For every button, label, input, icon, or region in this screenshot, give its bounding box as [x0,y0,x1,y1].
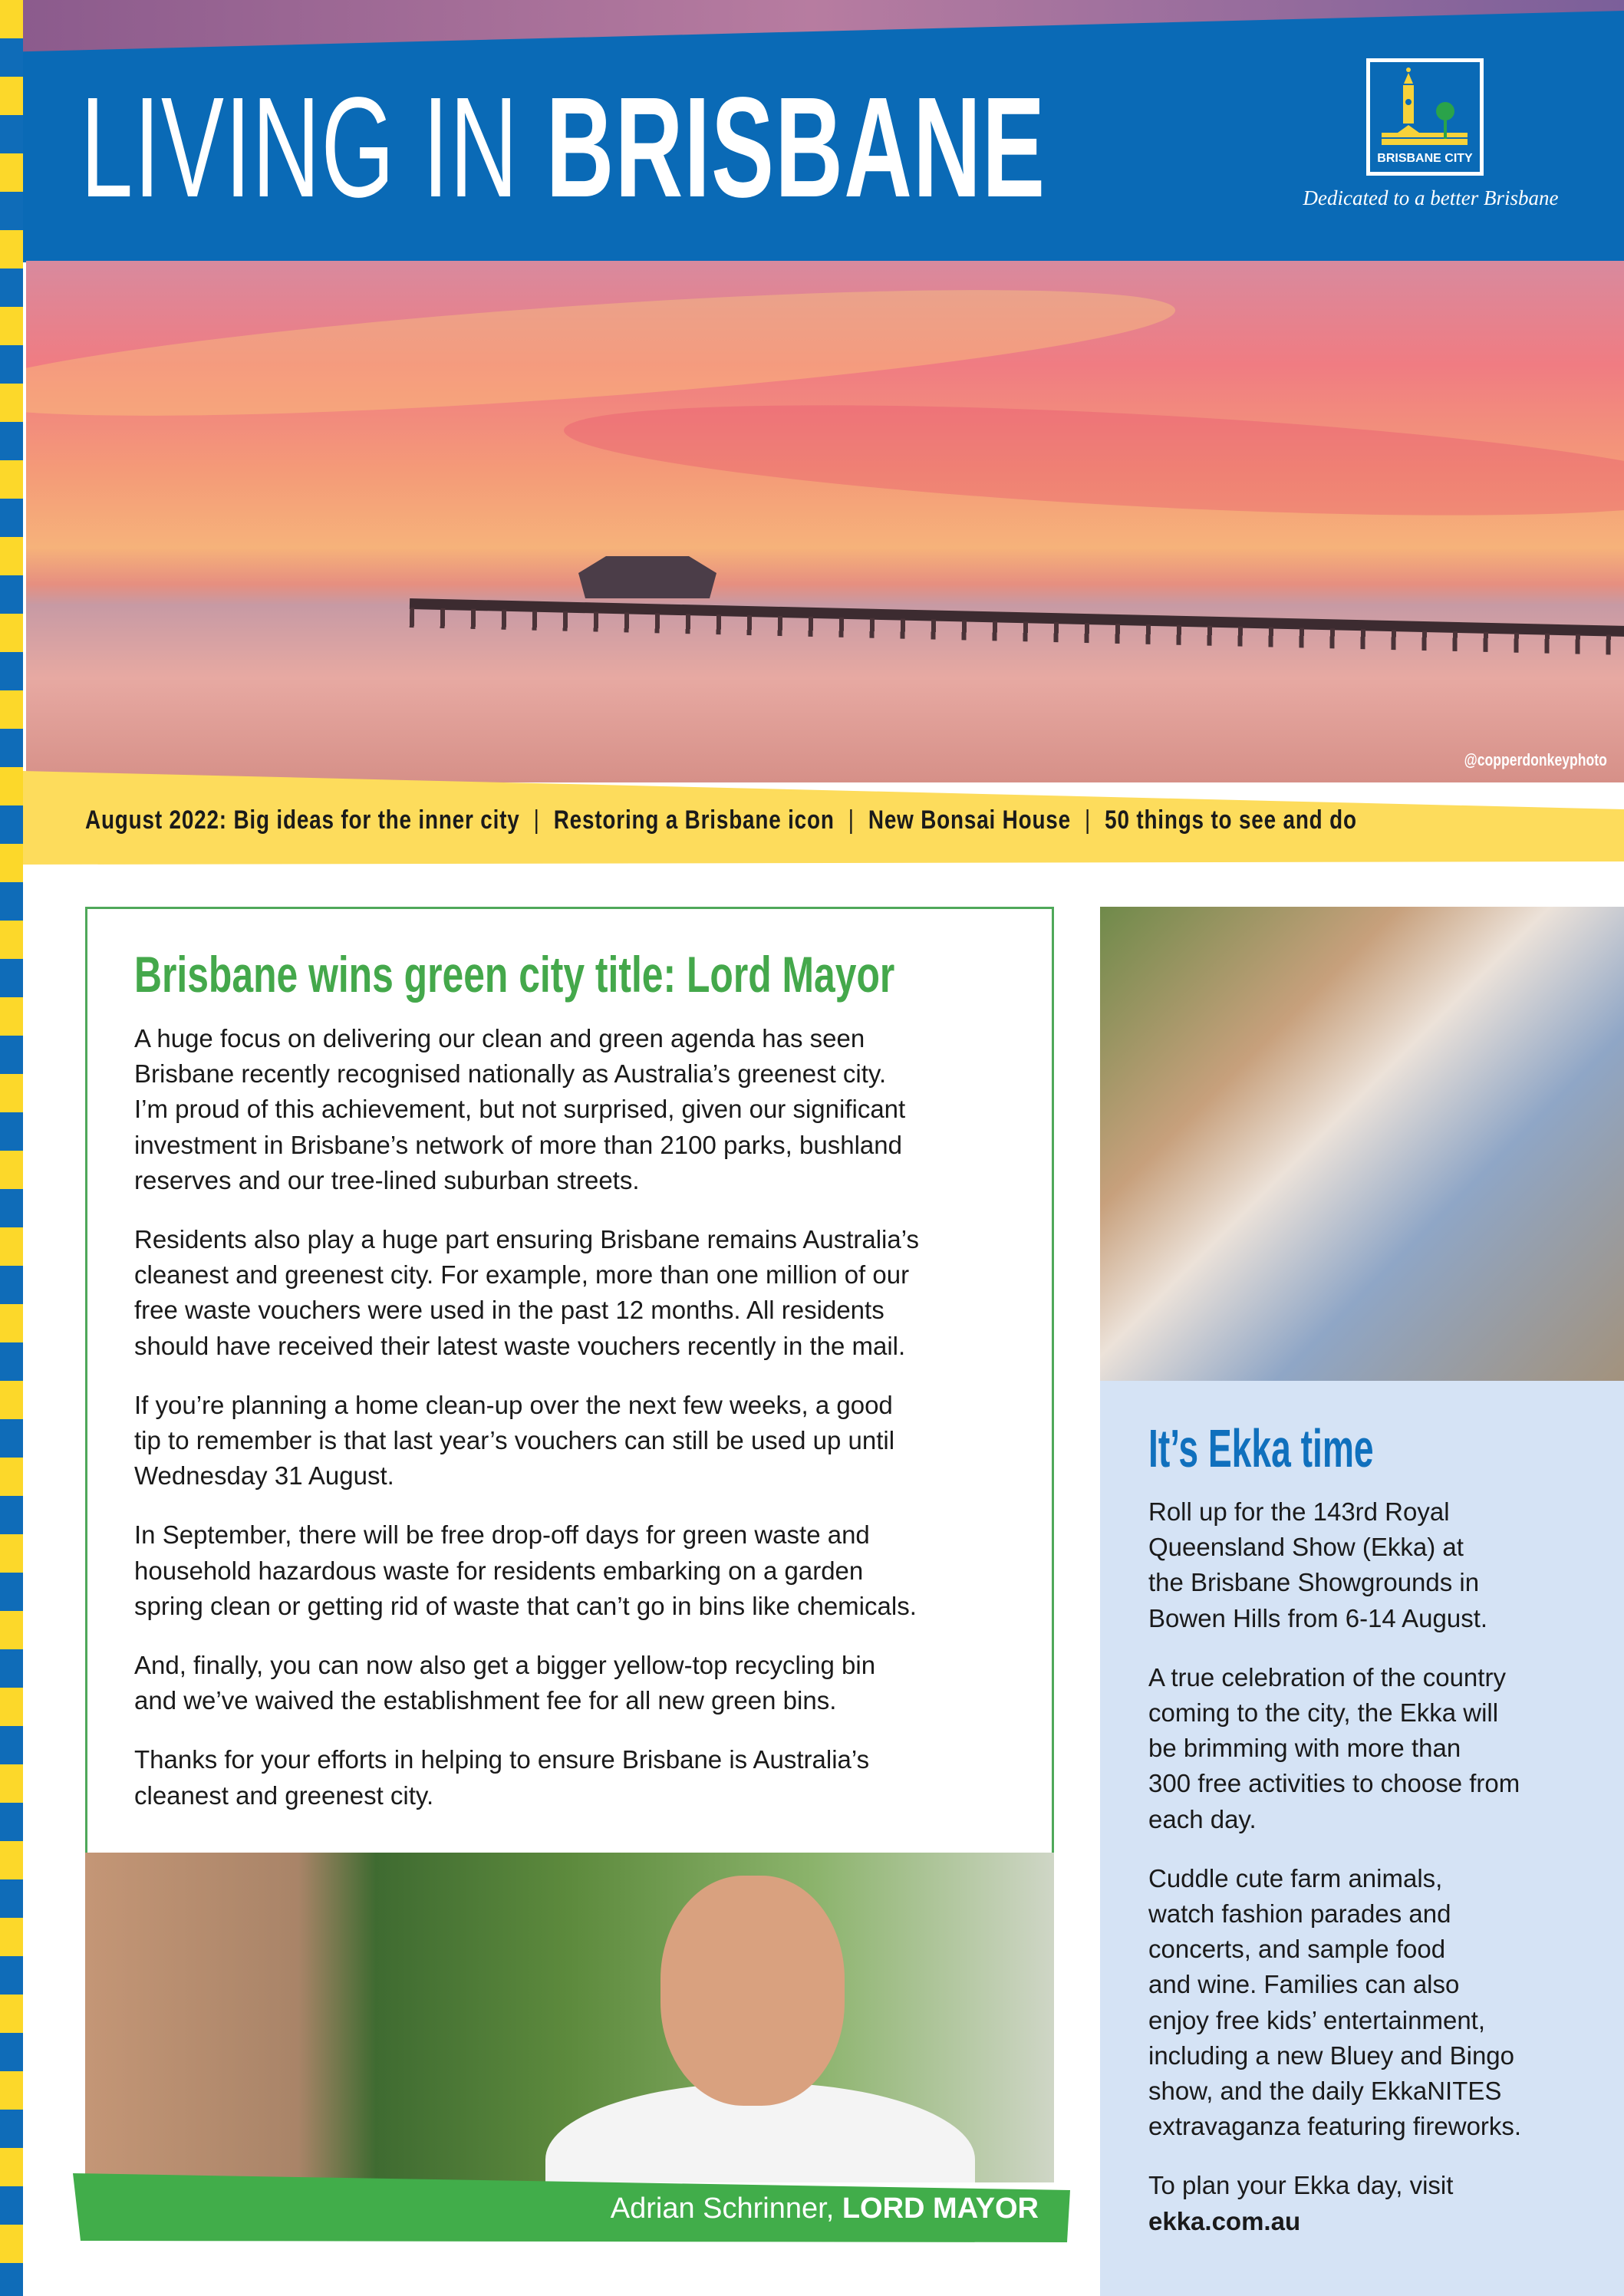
hero-photo-shorncliffe-pier [26,261,1624,782]
text-line: And, finally, you can now also get a bigger yellow-top recycling bin [134,1651,876,1680]
paragraph [134,1388,919,1494]
text-line: and wine. Families can also [1148,1970,1460,1999]
brisbane-city-logo [1366,58,1484,176]
text-line: Wednesday 31 August. [134,1461,394,1491]
text-line: free waste vouchers were used in the past 12 months. All residents [134,1296,884,1325]
text-line: Cuddle cute farm animals, [1148,1863,1443,1892]
article-title: Brisbane wins green city title: Lord Mayor [134,946,895,1003]
text-line: each day. [1148,1804,1257,1833]
text-line: If you’re planning a home clean-up over the next few weeks, a good [134,1390,893,1419]
ekka-photo [1100,907,1624,1382]
text-line: To plan your Ekka day, visit [1148,2171,1454,2200]
text-line: I’m proud of this achievement, but not surprised, given our significant [134,1095,906,1124]
paragraph [134,1517,919,1624]
paragraph [134,1222,919,1364]
text-line: enjoy free kids’ entertainment, [1148,2005,1486,2034]
lord-mayor-photo [85,1853,1054,2182]
text-line: including a new Bluey and Bingo [1148,2041,1515,2070]
text-line: reserves and our tree-lined suburban streets. [134,1165,640,1194]
ekka-title: It’s Ekka time [1148,1418,1374,1478]
contents-item[interactable]: Big ideas for the inner city [233,805,520,835]
text-line: Brisbane recently recognised nationally as Australia’s greenest city. [134,1059,887,1089]
masthead-title [81,68,1046,227]
text-line: be brimming with more than [1148,1734,1461,1763]
text-line: cleanest and greenest city. For example, more than one million of our [134,1260,910,1290]
text-line: Thanks for your efforts in helping to ensure Brisbane is Australia’s [134,1745,870,1774]
paragraph [134,1021,919,1198]
contents-item[interactable]: Restoring a Brisbane icon [553,805,835,835]
text-line: A true celebration of the country [1148,1662,1506,1692]
paragraph [134,1742,919,1813]
text-line: A huge focus on delivering our clean and green agenda has seen [134,1024,865,1052]
text-line: 300 free activities to choose from [1148,1769,1520,1798]
text-line: spring clean or getting rid of waste that can’t go in bins like chemicals. [134,1591,917,1620]
ekka-website-link[interactable]: ekka.com.au [1148,2206,1301,2235]
text-line: tip to remember is that last year’s vouchers can still be used up until [134,1426,895,1455]
contents-list [85,805,1357,835]
contents-item[interactable]: 50 things to see and do [1105,805,1357,835]
tagline: Dedicated to a better Brisbane [1303,186,1559,209]
pier-gazebo [578,556,716,598]
text-line: Roll up for the 143rd Royal [1148,1497,1450,1526]
photo-credit: @copperdonkeyphoto [1464,750,1607,769]
caption-role: LORD MAYOR [842,2192,1039,2225]
separator: | [848,805,855,835]
text-line: Queensland Show (Ekka) at [1148,1533,1464,1562]
paragraph [1148,1660,1521,1837]
text-line: Residents also play a huge part ensuring Brisbane remains Australia’s [134,1225,919,1254]
paragraph [1148,1861,1521,2145]
text-line: watch fashion parades and [1148,1899,1451,1929]
separator: | [533,805,540,835]
caption-name: Adrian Schrinner, [610,2192,835,2225]
paragraph [1148,2168,1521,2238]
text-line: the Brisbane Showgrounds in [1148,1568,1480,1597]
logo-text: BRISBANE CITY [1377,152,1473,165]
text-line: concerts, and sample food [1148,1935,1446,1964]
city-hall-icon [1370,62,1480,147]
text-line: Bowen Hills from 6-14 August. [1148,1603,1488,1632]
text-line: should have received their latest waste vouchers recently in the mail. [134,1331,906,1360]
ekka-body [1148,1494,1521,2263]
text-line: investment in Brisbane’s network of more than 2100 parks, bushland [134,1130,902,1159]
text-line: In September, there will be free drop-off days for green waste and [134,1520,870,1550]
text-line: cleanest and greenest city. [134,1780,434,1810]
text-line: coming to the city, the Ekka will [1148,1698,1499,1728]
title-bold: BRISBANE [545,68,1046,227]
text-line: show, and the daily EkkaNITES [1148,2077,1502,2106]
article-body [134,1021,919,1837]
left-stripe-decoration [0,0,23,2296]
text-line: extravaganza featuring fireworks. [1148,2112,1522,2141]
paragraph [1148,1494,1521,1636]
photo-caption [537,2192,1039,2225]
issue-date: August 2022: [85,805,227,835]
separator: | [1085,805,1092,835]
paragraph [134,1648,919,1718]
text-line: and we’ve waived the establishment fee for all new green bins. [134,1686,837,1715]
text-line: household hazardous waste for residents embarking on a garden [134,1556,864,1585]
title-light: LIVING IN [81,68,519,227]
contents-item[interactable]: New Bonsai House [868,805,1071,835]
